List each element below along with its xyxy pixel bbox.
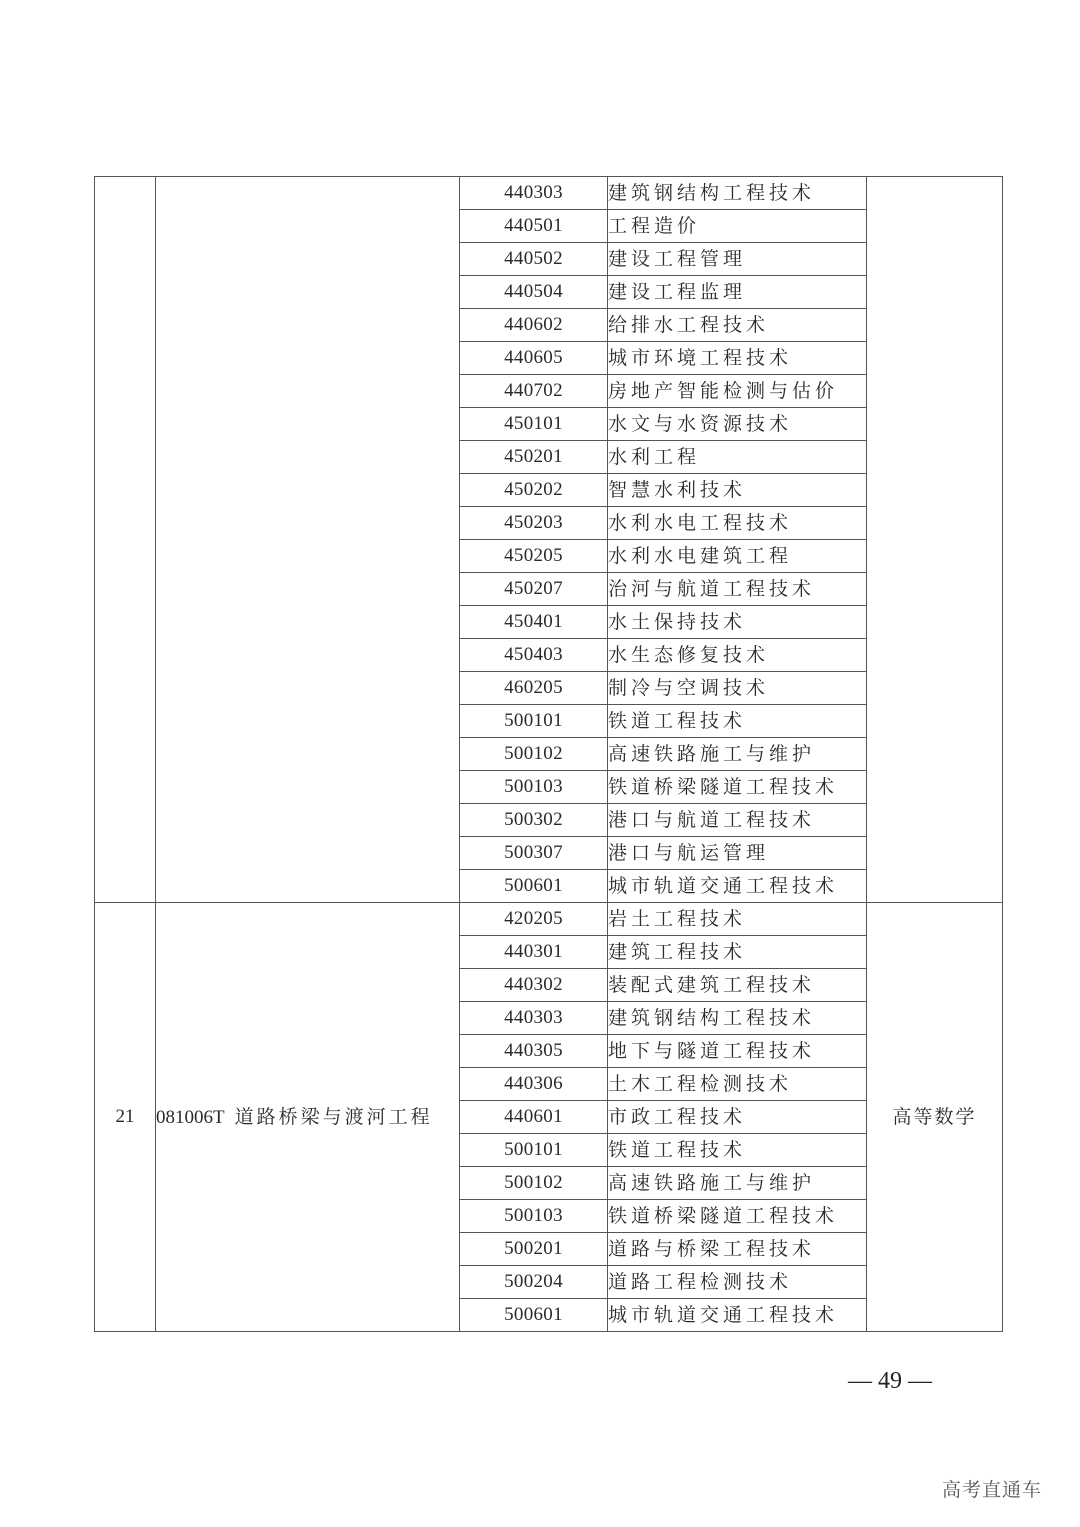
- vocational-major-name: 城市环境工程技术: [608, 342, 867, 375]
- major-code: 081006T: [156, 1106, 225, 1128]
- vocational-major-code: 440306: [460, 1068, 608, 1101]
- vocational-major-code: 500101: [460, 705, 608, 738]
- vocational-major-code: 440501: [460, 210, 608, 243]
- vocational-major-code: 500307: [460, 837, 608, 870]
- vocational-major-name: 智慧水利技术: [608, 474, 867, 507]
- undergrad-major-cell: [156, 177, 460, 903]
- vocational-major-code: 500201: [460, 1233, 608, 1266]
- vocational-major-name: 水利工程: [608, 441, 867, 474]
- vocational-major-code: 450205: [460, 540, 608, 573]
- vocational-major-name: 城市轨道交通工程技术: [608, 1299, 867, 1332]
- vocational-major-code: 500103: [460, 771, 608, 804]
- vocational-major-code: 440305: [460, 1035, 608, 1068]
- vocational-major-name: 岩土工程技术: [608, 903, 867, 936]
- vocational-major-name: 建筑钢结构工程技术: [608, 177, 867, 210]
- vocational-major-code: 500302: [460, 804, 608, 837]
- vocational-major-code: 450201: [460, 441, 608, 474]
- watermark: 高考直通车: [942, 1479, 1043, 1501]
- vocational-major-code: 500601: [460, 1299, 608, 1332]
- vocational-major-name: 道路工程检测技术: [608, 1266, 867, 1299]
- vocational-major-code: 440601: [460, 1101, 608, 1134]
- vocational-major-code: 440605: [460, 342, 608, 375]
- vocational-major-name: 高速铁路施工与维护: [608, 1167, 867, 1200]
- vocational-major-code: 440504: [460, 276, 608, 309]
- row-index: [95, 177, 156, 903]
- vocational-major-name: 制冷与空调技术: [608, 672, 867, 705]
- table-row: [95, 177, 1003, 210]
- vocational-major-name: 水土保持技术: [608, 606, 867, 639]
- vocational-major-code: 440702: [460, 375, 608, 408]
- vocational-major-name: 房地产智能检测与估价: [608, 375, 867, 408]
- vocational-major-name: 建筑工程技术: [608, 936, 867, 969]
- vocational-major-name: 铁道工程技术: [608, 1134, 867, 1167]
- vocational-major-name: 城市轨道交通工程技术: [608, 870, 867, 903]
- vocational-major-name: 铁道工程技术: [608, 705, 867, 738]
- vocational-major-name: 铁道桥梁隧道工程技术: [608, 1200, 867, 1233]
- vocational-major-name: 土木工程检测技术: [608, 1068, 867, 1101]
- vocational-major-code: 450401: [460, 606, 608, 639]
- vocational-major-code: 500102: [460, 738, 608, 771]
- page-number: — 49 —: [848, 1368, 932, 1394]
- table-row: [95, 903, 1003, 936]
- vocational-major-name: 市政工程技术: [608, 1101, 867, 1134]
- vocational-major-name: 铁道桥梁隧道工程技术: [608, 771, 867, 804]
- vocational-major-name: 建设工程管理: [608, 243, 867, 276]
- vocational-major-name: 港口与航运管理: [608, 837, 867, 870]
- vocational-major-code: 450101: [460, 408, 608, 441]
- vocational-major-code: 500101: [460, 1134, 608, 1167]
- vocational-major-name: 水生态修复技术: [608, 639, 867, 672]
- vocational-major-code: 450202: [460, 474, 608, 507]
- exam-subject: [867, 177, 1003, 903]
- vocational-major-name: 水文与水资源技术: [608, 408, 867, 441]
- vocational-major-code: 500204: [460, 1266, 608, 1299]
- major-mapping-table: [94, 176, 1003, 1332]
- vocational-major-code: 420205: [460, 903, 608, 936]
- vocational-major-name: 港口与航道工程技术: [608, 804, 867, 837]
- row-index: 21: [95, 903, 156, 1332]
- vocational-major-code: 450403: [460, 639, 608, 672]
- vocational-major-name: 水利水电工程技术: [608, 507, 867, 540]
- vocational-major-name: 装配式建筑工程技术: [608, 969, 867, 1002]
- vocational-major-code: 500103: [460, 1200, 608, 1233]
- vocational-major-code: 440302: [460, 969, 608, 1002]
- vocational-major-code: 460205: [460, 672, 608, 705]
- vocational-major-code: 500102: [460, 1167, 608, 1200]
- major-name: 道路桥梁与渡河工程: [234, 1105, 433, 1128]
- table-body: [95, 177, 1003, 1332]
- vocational-major-name: 建筑钢结构工程技术: [608, 1002, 867, 1035]
- vocational-major-code: 440303: [460, 1002, 608, 1035]
- exam-subject: 高等数学: [867, 903, 1003, 1332]
- vocational-major-name: 地下与隧道工程技术: [608, 1035, 867, 1068]
- vocational-major-name: 工程造价: [608, 210, 867, 243]
- vocational-major-code: 450207: [460, 573, 608, 606]
- vocational-major-name: 高速铁路施工与维护: [608, 738, 867, 771]
- vocational-major-code: 450203: [460, 507, 608, 540]
- vocational-major-code: 440303: [460, 177, 608, 210]
- vocational-major-code: 440502: [460, 243, 608, 276]
- undergrad-major-cell: [156, 903, 460, 1332]
- vocational-major-name: 给排水工程技术: [608, 309, 867, 342]
- vocational-major-name: 水利水电建筑工程: [608, 540, 867, 573]
- vocational-major-code: 440301: [460, 936, 608, 969]
- vocational-major-name: 道路与桥梁工程技术: [608, 1233, 867, 1266]
- vocational-major-name: 建设工程监理: [608, 276, 867, 309]
- vocational-major-code: 500601: [460, 870, 608, 903]
- vocational-major-code: 440602: [460, 309, 608, 342]
- vocational-major-name: 治河与航道工程技术: [608, 573, 867, 606]
